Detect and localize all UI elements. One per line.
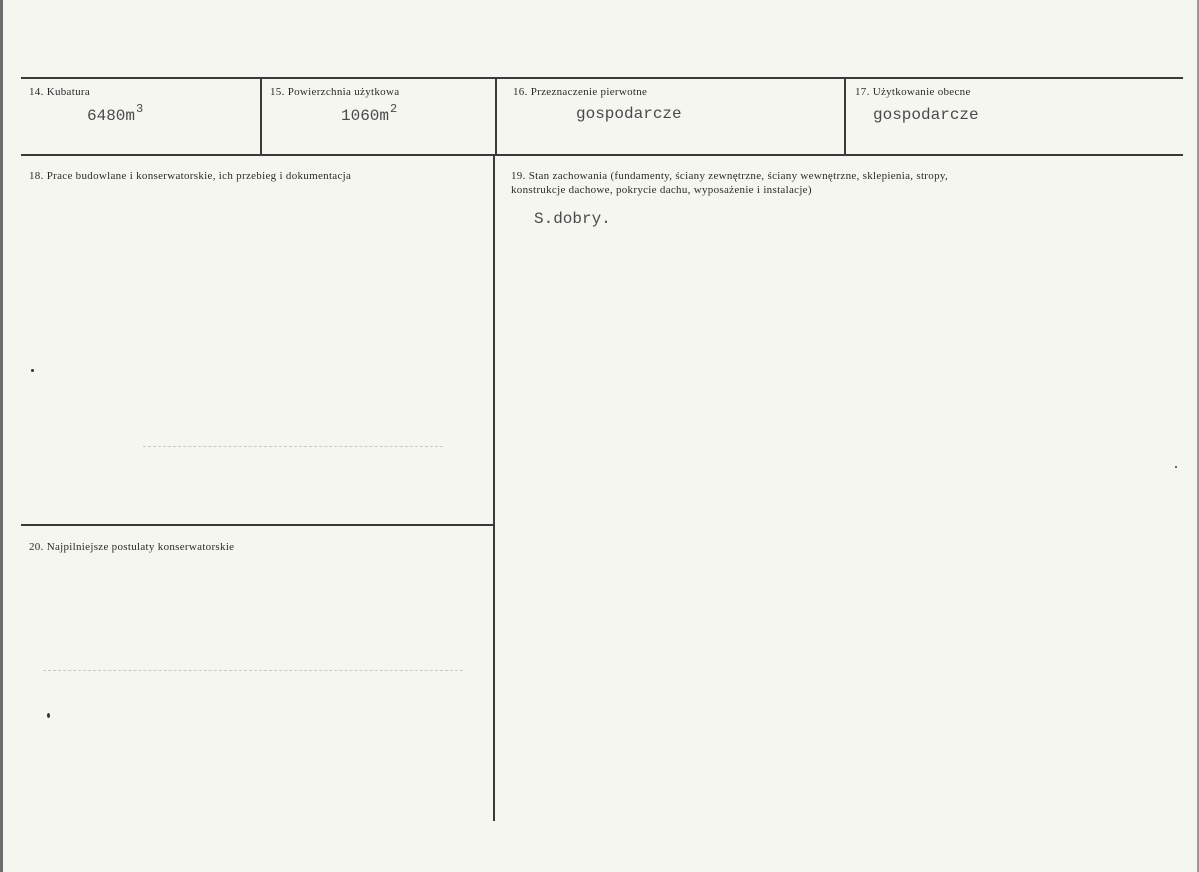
field-17-label: 17. Użytkowanie obecne: [855, 86, 971, 98]
field-16-value: gospodarcze: [576, 105, 682, 123]
field-14-number: 6480m: [87, 107, 136, 125]
field-17-value: gospodarcze: [873, 106, 979, 124]
cell-divider-14-15: [260, 78, 262, 155]
cell-divider-16-17: [844, 78, 846, 155]
field-19-label-line1: 19. Stan zachowania (fundamenty, ściany zewnętrzne, ściany wewnętrzne, sklepienia, stropy,: [511, 170, 949, 182]
row-divider: [21, 154, 1183, 156]
ink-speck: [1175, 466, 1177, 468]
top-rule: [21, 77, 1183, 79]
field-14-label: 14. Kubatura: [29, 86, 91, 98]
column-divider: [493, 155, 495, 821]
field-15-value: [341, 102, 397, 125]
field-15-number: 1060m: [341, 107, 390, 125]
field-16-label: 16. Przeznaczenie pierwotne: [513, 86, 648, 98]
cell-divider-15-16: [495, 78, 497, 155]
field-14-superscript: 3: [136, 102, 144, 116]
field-18-label: 18. Prace budowlane i konserwatorskie, ich przebieg i dokumentacja: [29, 170, 352, 182]
field-20-label: 20. Najpilniejsze postulaty konserwatorskie: [29, 541, 235, 553]
field-14-value: [87, 102, 143, 125]
field-19-value: S.dobry.: [534, 210, 611, 228]
field-15-label: 15. Powierzchnia użytkowa: [270, 86, 400, 98]
field-19-label-line2: konstrukcje dachowe, pokrycie dachu, wyposażenie i instalacje): [511, 184, 812, 196]
ink-speck: [47, 713, 50, 718]
ink-speck: [31, 369, 34, 372]
field-15-superscript: 2: [390, 102, 398, 116]
left-column-divider: [21, 524, 493, 526]
scan-artifact-line: [143, 446, 443, 447]
scan-artifact-line: [43, 670, 463, 671]
